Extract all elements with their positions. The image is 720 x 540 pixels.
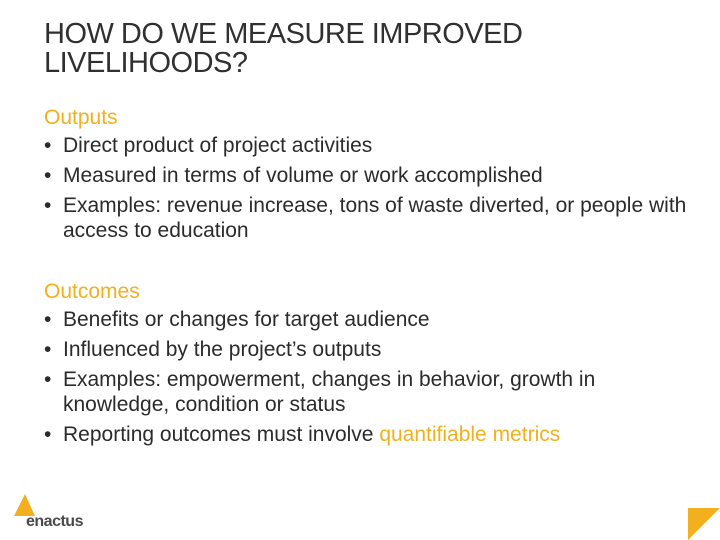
list-item-text: Measured in terms of volume or work accomplished bbox=[63, 164, 543, 187]
bullet-glyph: • bbox=[44, 194, 52, 217]
corner-triangle-icon bbox=[688, 508, 720, 540]
list-item bbox=[44, 164, 694, 189]
list-item bbox=[44, 423, 694, 448]
list-item-text: Examples: empowerment, changes in behavior, growth in knowledge, condition or status bbox=[63, 368, 596, 416]
outputs-section bbox=[44, 104, 694, 249]
list-item bbox=[44, 194, 694, 243]
list-item bbox=[44, 338, 694, 363]
outcomes-heading: Outcomes bbox=[44, 280, 140, 303]
logo-wordmark: enactus bbox=[26, 513, 83, 530]
list-item bbox=[44, 134, 694, 159]
bullet-glyph: • bbox=[44, 338, 52, 361]
bullet-glyph: • bbox=[44, 164, 52, 187]
highlighted-phrase: quantifiable metrics bbox=[379, 422, 561, 446]
bullet-glyph: • bbox=[44, 422, 52, 446]
list-item-text: Influenced by the project’s outputs bbox=[63, 338, 382, 361]
slide-title: HOW DO WE MEASURE IMPROVED LIVELIHOODS? bbox=[44, 18, 523, 79]
list-item-text: Examples: revenue increase, tons of waste diverted, or people with access to education bbox=[63, 194, 687, 242]
outputs-heading: Outputs bbox=[44, 106, 118, 129]
list-item-text: Direct product of project activities bbox=[63, 134, 373, 157]
bullet-glyph: • bbox=[44, 134, 52, 157]
list-item-text: Reporting outcomes must involve bbox=[63, 422, 380, 446]
outcomes-list bbox=[44, 308, 694, 447]
bullet-glyph: • bbox=[44, 308, 52, 331]
list-item-text: Benefits or changes for target audience bbox=[63, 308, 430, 331]
list-item bbox=[44, 368, 694, 417]
bullet-glyph: • bbox=[44, 368, 52, 391]
list-item bbox=[44, 308, 694, 333]
outcomes-section bbox=[44, 278, 694, 453]
outputs-list bbox=[44, 134, 694, 243]
